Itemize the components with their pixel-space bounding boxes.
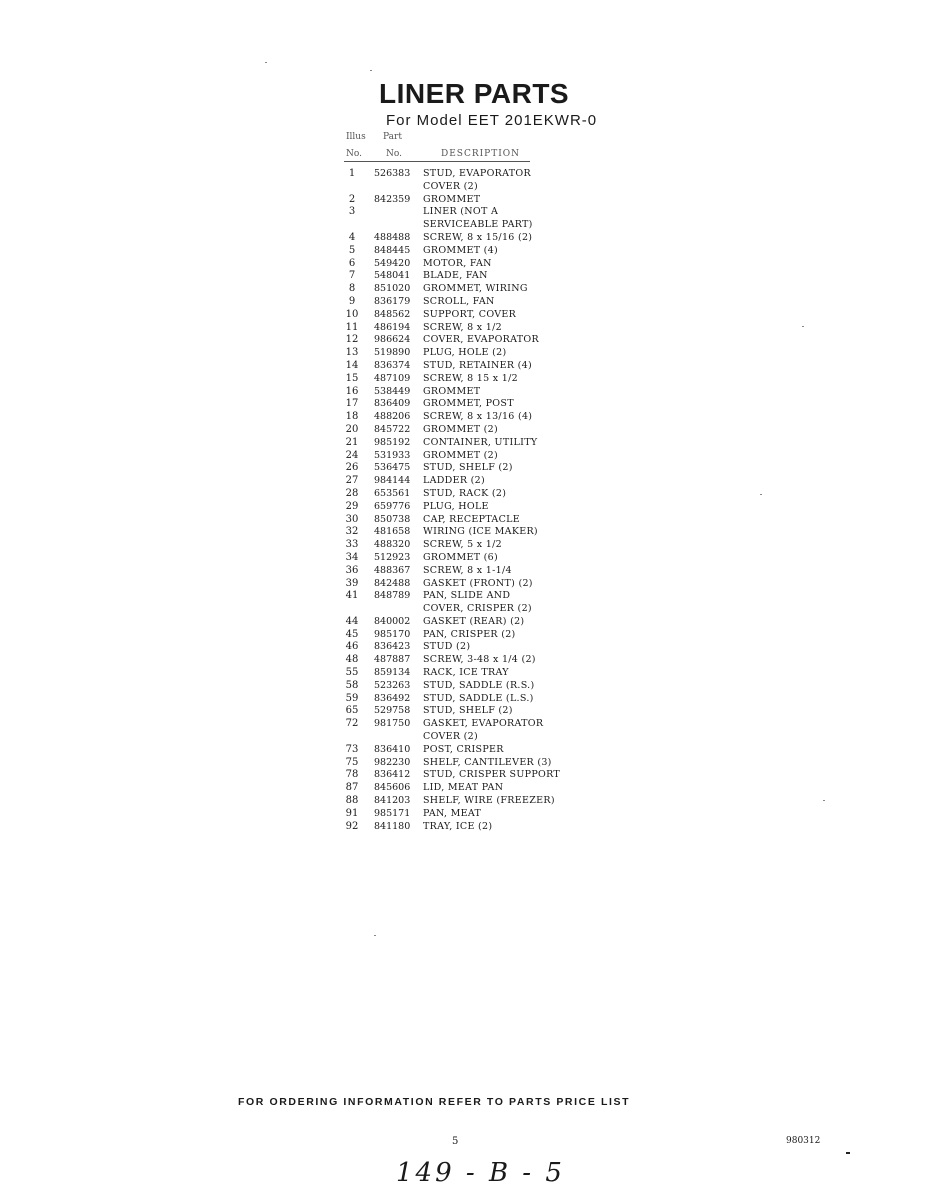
part-row [0,731,946,744]
illus-number: 27 [345,475,359,487]
part-row [0,667,946,680]
part-number: 836179 [374,295,411,307]
illus-number: 48 [345,654,359,666]
part-number: 841180 [374,820,411,832]
part-number: 836410 [374,743,411,755]
part-row [0,514,946,527]
part-number: 842488 [374,577,411,589]
part-number: 984144 [374,475,411,487]
illus-number: 78 [345,769,359,781]
part-row [0,437,946,450]
illus-number: 39 [345,577,359,589]
part-row [0,526,946,539]
part-row [0,450,946,463]
header-rule [344,161,530,162]
part-row [0,219,946,232]
illus-number: 72 [345,718,359,730]
part-number: 985192 [374,436,411,448]
part-description: GROMMET [423,193,481,205]
illus-number: 45 [345,628,359,640]
part-description: GASKET, EVAPORATOR [423,718,544,730]
part-row [0,322,946,335]
part-number: 548041 [374,270,411,282]
part-description: SCROLL, FAN [423,295,495,307]
scan-speck [265,62,267,63]
part-row [0,206,946,219]
part-row [0,334,946,347]
part-description: SCREW, 8 15 x 1/2 [423,372,518,384]
part-description: COVER, CRISPER (2) [423,603,532,615]
part-description: CAP, RECEPTACLE [423,513,521,525]
part-row [0,744,946,757]
part-description: STUD, EVAPORATOR [423,168,531,179]
part-row [0,693,946,706]
part-description: PLUG, HOLE [423,500,489,512]
part-description: BLADE, FAN [423,270,488,282]
part-row [0,757,946,770]
part-description: GROMMET, WIRING [423,283,528,295]
part-description: GROMMET (2) [423,449,499,461]
illus-number: 11 [345,321,359,333]
column-header-no-2: No. [386,149,402,159]
illus-number: 5 [348,244,356,256]
illus-number: 1 [348,168,356,179]
part-description: PLUG, HOLE (2) [423,347,507,359]
part-number: 488488 [374,231,411,243]
illus-number: 46 [345,641,359,653]
part-description: SERVICEABLE PART) [423,219,533,231]
part-number: 512923 [374,551,411,563]
illus-number: 30 [345,513,359,525]
part-row [0,705,946,718]
part-description: GROMMET [423,385,481,397]
part-row [0,258,946,271]
part-number: 488206 [374,411,411,423]
illus-number: 28 [345,487,359,499]
part-row [0,398,946,411]
part-row [0,629,946,642]
part-row [0,590,946,603]
part-row [0,539,946,552]
illus-number: 15 [345,372,359,384]
scan-speck [370,70,372,71]
column-header-no-1: No. [346,149,362,159]
part-number: 841203 [374,795,411,807]
part-row [0,347,946,360]
part-description: COVER (2) [423,731,479,743]
part-description: GROMMET (2) [423,423,499,435]
part-description: CONTAINER, UTILITY [423,436,538,448]
illus-number: 73 [345,743,359,755]
part-number: 836412 [374,769,411,781]
part-row [0,462,946,475]
part-description: SCREW, 3-48 x 1/4 (2) [423,654,536,666]
part-number: 982230 [374,756,411,768]
part-number: 836374 [374,359,411,371]
part-description: GROMMET, POST [423,398,514,410]
illus-number: 10 [345,308,359,320]
part-description: PAN, CRISPER (2) [423,628,516,640]
part-description: STUD, CRISPER SUPPORT [423,769,561,781]
part-row [0,360,946,373]
part-description: SHELF, CANTILEVER (3) [423,756,552,768]
part-number: 519890 [374,347,411,359]
illus-number: 33 [345,539,359,551]
ordering-footer: FOR ORDERING INFORMATION REFER TO PARTS PRICE LIST [238,1096,631,1108]
illus-number: 36 [345,564,359,576]
illus-number: 32 [345,526,359,538]
illus-number: 41 [345,590,359,602]
part-number: 840002 [374,615,411,627]
illus-number: 26 [345,462,359,474]
part-description: WIRING (ICE MAKER) [423,526,538,538]
scan-speck [374,935,376,936]
part-description: SHELF, WIRE (FREEZER) [423,795,555,807]
part-number: 859134 [374,667,411,679]
part-row [0,309,946,322]
illus-number: 4 [348,231,356,243]
part-row [0,270,946,283]
part-number: 488320 [374,539,411,551]
illus-number: 44 [345,615,359,627]
part-number: 836423 [374,641,411,653]
illus-number: 6 [348,257,356,269]
part-description: LID, MEAT PAN [423,782,504,794]
illus-number: 91 [345,807,359,819]
part-row [0,386,946,399]
column-header-description: DESCRIPTION [441,149,521,159]
part-number: 487109 [374,372,411,384]
part-number: 985171 [374,807,411,819]
illus-number: 88 [345,795,359,807]
illus-number: 18 [345,411,359,423]
part-number: 523263 [374,679,411,691]
illus-number: 29 [345,500,359,512]
illus-number: 92 [345,820,359,832]
part-row [0,680,946,693]
handwritten-note: 149 - B - 5 [396,1158,565,1188]
part-description: STUD, SADDLE (L.S.) [423,692,534,704]
part-row [0,718,946,731]
part-number: 985170 [374,628,411,640]
model-subtitle: For Model EET 201EKWR-0 [386,112,598,129]
part-row [0,373,946,386]
page-number: 5 [452,1136,459,1147]
part-row [0,769,946,782]
part-number: 529758 [374,705,411,717]
part-row [0,424,946,437]
illus-number: 12 [345,334,359,346]
part-number: 486194 [374,321,411,333]
part-description: GROMMET (6) [423,551,499,563]
part-row [0,565,946,578]
part-description: COVER (2) [423,180,479,192]
part-number: 848562 [374,308,411,320]
scan-speck [823,800,825,801]
part-description: SCREW, 8 x 1/2 [423,321,502,333]
part-number: 850738 [374,513,411,525]
part-number: 836492 [374,692,411,704]
part-description: RACK, ICE TRAY [423,667,509,679]
part-description: POST, CRISPER [423,743,504,755]
part-number: 842359 [374,193,411,205]
part-number: 851020 [374,283,411,295]
illus-number: 9 [348,295,356,307]
part-description: GASKET (REAR) (2) [423,615,525,627]
part-row [0,578,946,591]
illus-number: 7 [348,270,356,282]
illus-number: 16 [345,385,359,397]
part-row [0,488,946,501]
part-row [0,501,946,514]
illus-number: 13 [345,347,359,359]
part-description: GROMMET (4) [423,244,499,256]
document-code: 980312 [786,1136,821,1146]
part-number: 836409 [374,398,411,410]
part-description: STUD, SADDLE (R.S.) [423,679,535,691]
part-number: 487887 [374,654,411,666]
part-row [0,232,946,245]
illus-number: 58 [345,679,359,691]
part-number: 986624 [374,334,411,346]
part-number: 848445 [374,244,411,256]
parts-list [0,168,946,833]
part-description: STUD (2) [423,641,471,653]
part-description: LADDER (2) [423,475,485,487]
part-description: SUPPORT, COVER [423,308,517,320]
part-number: 653561 [374,487,411,499]
part-description: STUD, RETAINER (4) [423,359,532,371]
illus-number: 75 [345,756,359,768]
part-description: STUD, RACK (2) [423,487,507,499]
part-row [0,475,946,488]
illus-number: 65 [345,705,359,717]
part-row [0,283,946,296]
part-description: STUD, SHELF (2) [423,462,513,474]
part-number: 845606 [374,782,411,794]
illus-number: 87 [345,782,359,794]
illus-number: 24 [345,449,359,461]
part-row [0,181,946,194]
part-row [0,168,946,181]
part-row [0,808,946,821]
part-number: 488367 [374,564,411,576]
scan-speck [846,1152,850,1154]
part-number: 481658 [374,526,411,538]
scan-speck [802,326,804,327]
part-number: 981750 [374,718,411,730]
part-number: 536475 [374,462,411,474]
part-row [0,296,946,309]
part-number: 848789 [374,590,411,602]
part-row [0,194,946,207]
part-row [0,411,946,424]
part-description: SCREW, 8 x 15/16 (2) [423,231,533,243]
illus-number: 3 [348,206,356,218]
part-description: MOTOR, FAN [423,257,492,269]
part-description: STUD, SHELF (2) [423,705,513,717]
illus-number: 21 [345,436,359,448]
part-description: COVER, EVAPORATOR [423,334,539,346]
part-number: 526383 [374,168,411,179]
part-number: 845722 [374,423,411,435]
column-header-part: Part [383,132,402,142]
part-description: LINER (NOT A [423,206,499,218]
part-row [0,821,946,834]
part-description: GASKET (FRONT) (2) [423,577,533,589]
part-row [0,245,946,258]
illus-number: 8 [348,283,356,295]
part-description: SCREW, 5 x 1/2 [423,539,502,551]
scan-speck [760,494,762,495]
illus-number: 55 [345,667,359,679]
illus-number: 2 [348,193,356,205]
part-row [0,616,946,629]
illus-number: 20 [345,423,359,435]
part-description: PAN, MEAT [423,807,482,819]
column-header-illus: Illus [346,132,366,142]
page-title: LINER PARTS [379,78,570,109]
part-row [0,782,946,795]
illus-number: 17 [345,398,359,410]
illus-number: 59 [345,692,359,704]
illus-number: 34 [345,551,359,563]
part-description: TRAY, ICE (2) [423,820,493,832]
part-number: 538449 [374,385,411,397]
part-row [0,552,946,565]
part-row [0,641,946,654]
part-row [0,654,946,667]
part-number: 531933 [374,449,411,461]
part-row [0,795,946,808]
part-description: SCREW, 8 x 1-1/4 [423,564,512,576]
part-number: 549420 [374,257,411,269]
part-description: SCREW, 8 x 13/16 (4) [423,411,533,423]
part-row [0,603,946,616]
part-number: 659776 [374,500,411,512]
illus-number: 14 [345,359,359,371]
part-description: PAN, SLIDE AND [423,590,511,602]
